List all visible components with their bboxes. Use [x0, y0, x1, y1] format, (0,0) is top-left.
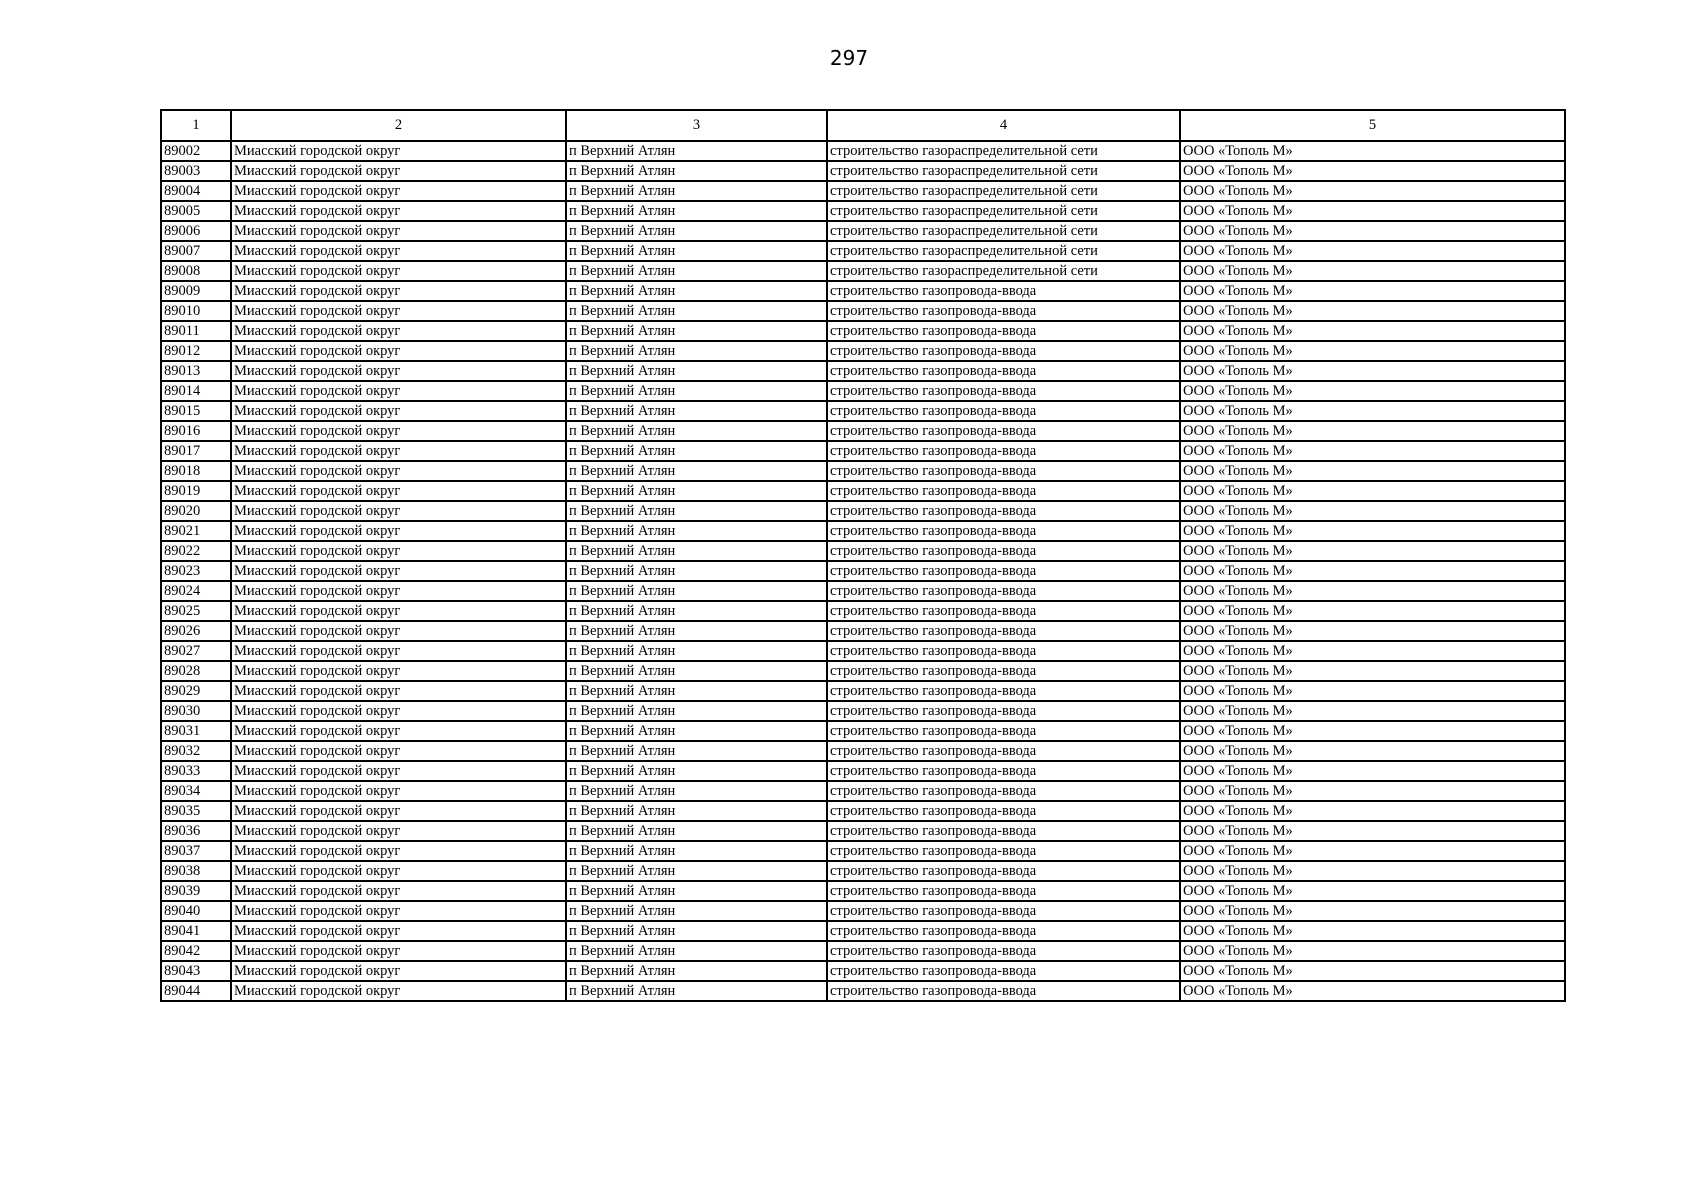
record-number-cell: 89019 [161, 481, 231, 501]
municipality-cell: Миасский городской округ [231, 321, 566, 341]
table-row [161, 681, 1565, 701]
municipality-cell: Миасский городской округ [231, 361, 566, 381]
municipality-cell: Миасский городской округ [231, 501, 566, 521]
work-type-cell: строительство газопровода-ввода [827, 661, 1180, 681]
work-type-cell: строительство газопровода-ввода [827, 481, 1180, 501]
settlement-cell: п Верхний Атлян [566, 981, 827, 1001]
municipality-cell: Миасский городской округ [231, 441, 566, 461]
record-number-cell: 89021 [161, 521, 231, 541]
contractor-cell: ООО «Тополь М» [1180, 261, 1565, 281]
contractor-cell: ООО «Тополь М» [1180, 681, 1565, 701]
municipality-cell: Миасский городской округ [231, 781, 566, 801]
table-row [161, 881, 1565, 901]
work-type-cell: строительство газопровода-ввода [827, 821, 1180, 841]
table-row [161, 481, 1565, 501]
contractor-cell: ООО «Тополь М» [1180, 461, 1565, 481]
contractor-cell: ООО «Тополь М» [1180, 361, 1565, 381]
work-type-cell: строительство газораспределительной сети [827, 261, 1180, 281]
settlement-cell: п Верхний Атлян [566, 761, 827, 781]
record-number-cell: 89010 [161, 301, 231, 321]
work-type-cell: строительство газопровода-ввода [827, 581, 1180, 601]
municipality-cell: Миасский городской округ [231, 541, 566, 561]
column-header: 3 [566, 110, 827, 141]
contractor-cell: ООО «Тополь М» [1180, 781, 1565, 801]
work-type-cell: строительство газопровода-ввода [827, 321, 1180, 341]
contractor-cell: ООО «Тополь М» [1180, 921, 1565, 941]
contractor-cell: ООО «Тополь М» [1180, 321, 1565, 341]
record-number-cell: 89009 [161, 281, 231, 301]
work-type-cell: строительство газопровода-ввода [827, 981, 1180, 1001]
record-number-cell: 89039 [161, 881, 231, 901]
contractor-cell: ООО «Тополь М» [1180, 941, 1565, 961]
record-number-cell: 89018 [161, 461, 231, 481]
table-row [161, 441, 1565, 461]
table-row [161, 141, 1565, 161]
settlement-cell: п Верхний Атлян [566, 321, 827, 341]
table-row [161, 861, 1565, 881]
municipality-cell: Миасский городской округ [231, 841, 566, 861]
record-number-cell: 89025 [161, 601, 231, 621]
table-row [161, 321, 1565, 341]
settlement-cell: п Верхний Атлян [566, 481, 827, 501]
settlement-cell: п Верхний Атлян [566, 381, 827, 401]
record-number-cell: 89003 [161, 161, 231, 181]
settlement-cell: п Верхний Атлян [566, 881, 827, 901]
column-header: 2 [231, 110, 566, 141]
record-number-cell: 89027 [161, 641, 231, 661]
municipality-cell: Миасский городской округ [231, 801, 566, 821]
work-type-cell: строительство газопровода-ввода [827, 441, 1180, 461]
contractor-cell: ООО «Тополь М» [1180, 221, 1565, 241]
settlement-cell: п Верхний Атлян [566, 921, 827, 941]
settlement-cell: п Верхний Атлян [566, 361, 827, 381]
table-row [161, 381, 1565, 401]
municipality-cell: Миасский городской округ [231, 481, 566, 501]
settlement-cell: п Верхний Атлян [566, 441, 827, 461]
table-row [161, 401, 1565, 421]
record-number-cell: 89020 [161, 501, 231, 521]
work-type-cell: строительство газопровода-ввода [827, 381, 1180, 401]
table-row [161, 961, 1565, 981]
work-type-cell: строительство газораспределительной сети [827, 181, 1180, 201]
record-number-cell: 89036 [161, 821, 231, 841]
table-row [161, 661, 1565, 681]
record-number-cell: 89029 [161, 681, 231, 701]
municipality-cell: Миасский городской округ [231, 741, 566, 761]
contractor-cell: ООО «Тополь М» [1180, 621, 1565, 641]
work-type-cell: строительство газопровода-ввода [827, 741, 1180, 761]
work-type-cell: строительство газопровода-ввода [827, 621, 1180, 641]
contractor-cell: ООО «Тополь М» [1180, 141, 1565, 161]
work-type-cell: строительство газопровода-ввода [827, 301, 1180, 321]
page-number: 297 [829, 46, 869, 70]
record-number-cell: 89034 [161, 781, 231, 801]
contractor-cell: ООО «Тополь М» [1180, 421, 1565, 441]
table-row [161, 841, 1565, 861]
record-number-cell: 89012 [161, 341, 231, 361]
work-type-cell: строительство газопровода-ввода [827, 561, 1180, 581]
work-type-cell: строительство газопровода-ввода [827, 841, 1180, 861]
settlement-cell: п Верхний Атлян [566, 641, 827, 661]
contractor-cell: ООО «Тополь М» [1180, 741, 1565, 761]
settlement-cell: п Верхний Атлян [566, 781, 827, 801]
settlement-cell: п Верхний Атлян [566, 581, 827, 601]
table-row [161, 821, 1565, 841]
record-number-cell: 89014 [161, 381, 231, 401]
record-number-cell: 89005 [161, 201, 231, 221]
work-type-cell: строительство газопровода-ввода [827, 341, 1180, 361]
contractor-cell: ООО «Тополь М» [1180, 961, 1565, 981]
work-type-cell: строительство газораспределительной сети [827, 141, 1180, 161]
settlement-cell: п Верхний Атлян [566, 621, 827, 641]
municipality-cell: Миасский городской округ [231, 381, 566, 401]
record-number-cell: 89017 [161, 441, 231, 461]
contractor-cell: ООО «Тополь М» [1180, 721, 1565, 741]
settlement-cell: п Верхний Атлян [566, 721, 827, 741]
header-row [161, 110, 1565, 141]
settlement-cell: п Верхний Атлян [566, 421, 827, 441]
settlement-cell: п Верхний Атлян [566, 701, 827, 721]
record-number-cell: 89033 [161, 761, 231, 781]
contractor-cell: ООО «Тополь М» [1180, 341, 1565, 361]
contractor-cell: ООО «Тополь М» [1180, 161, 1565, 181]
settlement-cell: п Верхний Атлян [566, 841, 827, 861]
work-type-cell: строительство газопровода-ввода [827, 461, 1180, 481]
settlement-cell: п Верхний Атлян [566, 941, 827, 961]
record-number-cell: 89011 [161, 321, 231, 341]
record-number-cell: 89044 [161, 981, 231, 1001]
settlement-cell: п Верхний Атлян [566, 281, 827, 301]
contractor-cell: ООО «Тополь М» [1180, 481, 1565, 501]
contractor-cell: ООО «Тополь М» [1180, 521, 1565, 541]
municipality-cell: Миасский городской округ [231, 881, 566, 901]
municipality-cell: Миасский городской округ [231, 861, 566, 881]
table-row [161, 361, 1565, 381]
column-header: 4 [827, 110, 1180, 141]
municipality-cell: Миасский городской округ [231, 301, 566, 321]
contractor-cell: ООО «Тополь М» [1180, 301, 1565, 321]
contractor-cell: ООО «Тополь М» [1180, 501, 1565, 521]
settlement-cell: п Верхний Атлян [566, 681, 827, 701]
settlement-cell: п Верхний Атлян [566, 801, 827, 821]
record-number-cell: 89022 [161, 541, 231, 561]
table-row [161, 981, 1565, 1001]
contractor-cell: ООО «Тополь М» [1180, 821, 1565, 841]
record-number-cell: 89006 [161, 221, 231, 241]
work-type-cell: строительство газопровода-ввода [827, 601, 1180, 621]
table-row [161, 581, 1565, 601]
settlement-cell: п Верхний Атлян [566, 181, 827, 201]
work-type-cell: строительство газопровода-ввода [827, 761, 1180, 781]
table-row [161, 241, 1565, 261]
work-type-cell: строительство газопровода-ввода [827, 361, 1180, 381]
contractor-cell: ООО «Тополь М» [1180, 541, 1565, 561]
contractor-cell: ООО «Тополь М» [1180, 241, 1565, 261]
settlement-cell: п Верхний Атлян [566, 961, 827, 981]
table-row [161, 341, 1565, 361]
contractor-cell: ООО «Тополь М» [1180, 901, 1565, 921]
column-header: 1 [161, 110, 231, 141]
municipality-cell: Миасский городской округ [231, 561, 566, 581]
work-type-cell: строительство газопровода-ввода [827, 421, 1180, 441]
work-type-cell: строительство газопровода-ввода [827, 541, 1180, 561]
work-type-cell: строительство газопровода-ввода [827, 801, 1180, 821]
work-type-cell: строительство газораспределительной сети [827, 221, 1180, 241]
work-type-cell: строительство газопровода-ввода [827, 501, 1180, 521]
work-type-cell: строительство газопровода-ввода [827, 641, 1180, 661]
contractor-cell: ООО «Тополь М» [1180, 561, 1565, 581]
record-number-cell: 89030 [161, 701, 231, 721]
municipality-cell: Миасский городской округ [231, 461, 566, 481]
table-row [161, 761, 1565, 781]
table-row [161, 801, 1565, 821]
settlement-cell: п Верхний Атлян [566, 161, 827, 181]
record-number-cell: 89004 [161, 181, 231, 201]
work-type-cell: строительство газораспределительной сети [827, 201, 1180, 221]
record-number-cell: 89015 [161, 401, 231, 421]
municipality-cell: Миасский городской округ [231, 421, 566, 441]
work-type-cell: строительство газопровода-ввода [827, 681, 1180, 701]
settlement-cell: п Верхний Атлян [566, 401, 827, 421]
settlement-cell: п Верхний Атлян [566, 741, 827, 761]
municipality-cell: Миасский городской округ [231, 601, 566, 621]
work-type-cell: строительство газопровода-ввода [827, 861, 1180, 881]
record-number-cell: 89002 [161, 141, 231, 161]
register-table [160, 109, 1566, 1002]
municipality-cell: Миасский городской округ [231, 281, 566, 301]
contractor-cell: ООО «Тополь М» [1180, 441, 1565, 461]
contractor-cell: ООО «Тополь М» [1180, 581, 1565, 601]
record-number-cell: 89013 [161, 361, 231, 381]
contractor-cell: ООО «Тополь М» [1180, 281, 1565, 301]
municipality-cell: Миасский городской округ [231, 901, 566, 921]
table-row [161, 701, 1565, 721]
settlement-cell: п Верхний Атлян [566, 661, 827, 681]
column-header: 5 [1180, 110, 1565, 141]
work-type-cell: строительство газораспределительной сети [827, 241, 1180, 261]
municipality-cell: Миасский городской округ [231, 521, 566, 541]
settlement-cell: п Верхний Атлян [566, 341, 827, 361]
contractor-cell: ООО «Тополь М» [1180, 701, 1565, 721]
table-row [161, 221, 1565, 241]
municipality-cell: Миасский городской округ [231, 181, 566, 201]
settlement-cell: п Верхний Атлян [566, 601, 827, 621]
settlement-cell: п Верхний Атлян [566, 301, 827, 321]
municipality-cell: Миасский городской округ [231, 981, 566, 1001]
record-number-cell: 89037 [161, 841, 231, 861]
contractor-cell: ООО «Тополь М» [1180, 601, 1565, 621]
settlement-cell: п Верхний Атлян [566, 461, 827, 481]
municipality-cell: Миасский городской округ [231, 581, 566, 601]
table-row [161, 201, 1565, 221]
contractor-cell: ООО «Тополь М» [1180, 181, 1565, 201]
municipality-cell: Миасский городской округ [231, 921, 566, 941]
municipality-cell: Миасский городской округ [231, 701, 566, 721]
table-row [161, 621, 1565, 641]
record-number-cell: 89024 [161, 581, 231, 601]
record-number-cell: 89023 [161, 561, 231, 581]
contractor-cell: ООО «Тополь М» [1180, 661, 1565, 681]
work-type-cell: строительство газопровода-ввода [827, 281, 1180, 301]
record-number-cell: 89038 [161, 861, 231, 881]
municipality-cell: Миасский городской округ [231, 821, 566, 841]
table-row [161, 721, 1565, 741]
work-type-cell: строительство газопровода-ввода [827, 961, 1180, 981]
record-number-cell: 89042 [161, 941, 231, 961]
work-type-cell: строительство газопровода-ввода [827, 781, 1180, 801]
work-type-cell: строительство газопровода-ввода [827, 701, 1180, 721]
table-row [161, 521, 1565, 541]
work-type-cell: строительство газопровода-ввода [827, 721, 1180, 741]
table-row [161, 461, 1565, 481]
table-row [161, 601, 1565, 621]
work-type-cell: строительство газопровода-ввода [827, 941, 1180, 961]
contractor-cell: ООО «Тополь М» [1180, 861, 1565, 881]
record-number-cell: 89016 [161, 421, 231, 441]
settlement-cell: п Верхний Атлян [566, 501, 827, 521]
contractor-cell: ООО «Тополь М» [1180, 201, 1565, 221]
table-row [161, 561, 1565, 581]
municipality-cell: Миасский городской округ [231, 141, 566, 161]
settlement-cell: п Верхний Атлян [566, 141, 827, 161]
record-number-cell: 89043 [161, 961, 231, 981]
settlement-cell: п Верхний Атлян [566, 541, 827, 561]
municipality-cell: Миасский городской округ [231, 721, 566, 741]
municipality-cell: Миасский городской округ [231, 941, 566, 961]
table-row [161, 421, 1565, 441]
table-row [161, 501, 1565, 521]
table-body [161, 141, 1565, 1001]
contractor-cell: ООО «Тополь М» [1180, 801, 1565, 821]
table-row [161, 781, 1565, 801]
contractor-cell: ООО «Тополь М» [1180, 881, 1565, 901]
settlement-cell: п Верхний Атлян [566, 901, 827, 921]
record-number-cell: 89028 [161, 661, 231, 681]
work-type-cell: строительство газораспределительной сети [827, 161, 1180, 181]
settlement-cell: п Верхний Атлян [566, 561, 827, 581]
municipality-cell: Миасский городской округ [231, 641, 566, 661]
table-row [161, 741, 1565, 761]
contractor-cell: ООО «Тополь М» [1180, 641, 1565, 661]
municipality-cell: Миасский городской округ [231, 221, 566, 241]
municipality-cell: Миасский городской округ [231, 681, 566, 701]
settlement-cell: п Верхний Атлян [566, 521, 827, 541]
contractor-cell: ООО «Тополь М» [1180, 401, 1565, 421]
table-row [161, 261, 1565, 281]
municipality-cell: Миасский городской округ [231, 261, 566, 281]
work-type-cell: строительство газопровода-ввода [827, 881, 1180, 901]
record-number-cell: 89032 [161, 741, 231, 761]
work-type-cell: строительство газопровода-ввода [827, 521, 1180, 541]
municipality-cell: Миасский городской округ [231, 241, 566, 261]
record-number-cell: 89026 [161, 621, 231, 641]
table-row [161, 901, 1565, 921]
table-row [161, 181, 1565, 201]
municipality-cell: Миасский городской округ [231, 161, 566, 181]
contractor-cell: ООО «Тополь М» [1180, 761, 1565, 781]
table-row [161, 641, 1565, 661]
settlement-cell: п Верхний Атлян [566, 261, 827, 281]
contractor-cell: ООО «Тополь М» [1180, 981, 1565, 1001]
municipality-cell: Миасский городской округ [231, 201, 566, 221]
work-type-cell: строительство газопровода-ввода [827, 401, 1180, 421]
record-number-cell: 89035 [161, 801, 231, 821]
record-number-cell: 89041 [161, 921, 231, 941]
contractor-cell: ООО «Тополь М» [1180, 841, 1565, 861]
settlement-cell: п Верхний Атлян [566, 241, 827, 261]
table-row [161, 541, 1565, 561]
settlement-cell: п Верхний Атлян [566, 821, 827, 841]
settlement-cell: п Верхний Атлян [566, 201, 827, 221]
municipality-cell: Миасский городской округ [231, 661, 566, 681]
record-number-cell: 89008 [161, 261, 231, 281]
table-row [161, 161, 1565, 181]
record-number-cell: 89031 [161, 721, 231, 741]
table-row [161, 941, 1565, 961]
settlement-cell: п Верхний Атлян [566, 861, 827, 881]
work-type-cell: строительство газопровода-ввода [827, 921, 1180, 941]
municipality-cell: Миасский городской округ [231, 761, 566, 781]
work-type-cell: строительство газопровода-ввода [827, 901, 1180, 921]
table-header [161, 110, 1565, 141]
table-row [161, 301, 1565, 321]
record-number-cell: 89040 [161, 901, 231, 921]
municipality-cell: Миасский городской округ [231, 341, 566, 361]
municipality-cell: Миасский городской округ [231, 401, 566, 421]
contractor-cell: ООО «Тополь М» [1180, 381, 1565, 401]
settlement-cell: п Верхний Атлян [566, 221, 827, 241]
municipality-cell: Миасский городской округ [231, 961, 566, 981]
table-row [161, 281, 1565, 301]
record-number-cell: 89007 [161, 241, 231, 261]
municipality-cell: Миасский городской округ [231, 621, 566, 641]
table-row [161, 921, 1565, 941]
